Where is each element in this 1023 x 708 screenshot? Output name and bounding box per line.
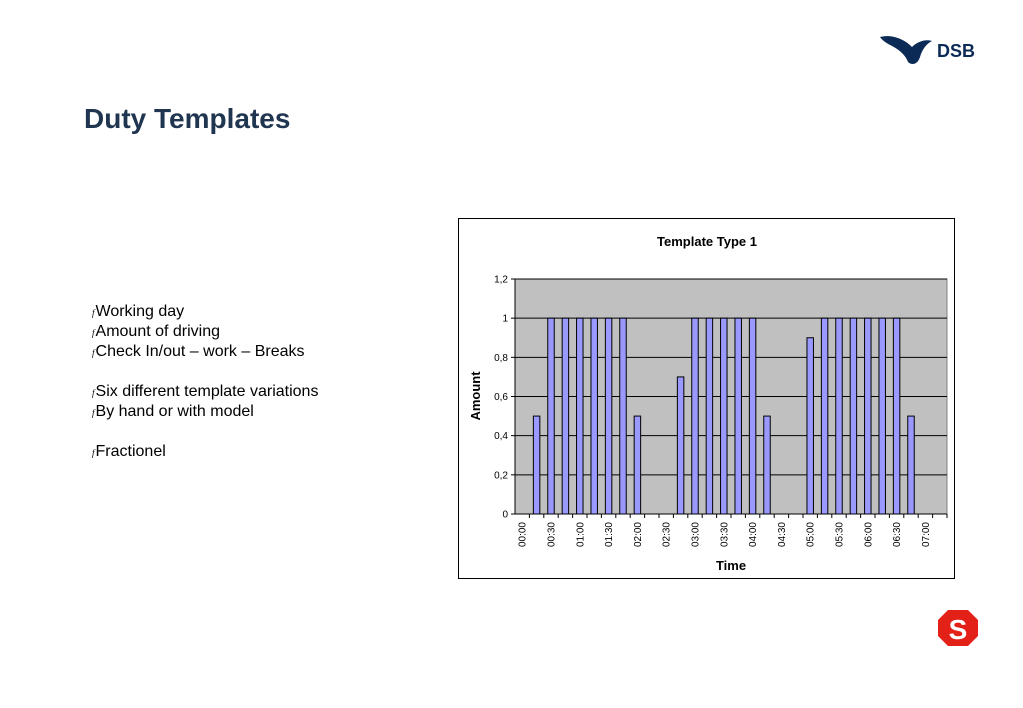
bullet-marker: f bbox=[92, 448, 95, 458]
dsb-wordmark: DSB bbox=[937, 41, 976, 61]
bullet-list bbox=[92, 302, 318, 462]
chart-title: Template Type 1 bbox=[657, 234, 757, 249]
x-tick-label: 06:30 bbox=[892, 522, 904, 548]
x-tick-label: 07:00 bbox=[920, 522, 932, 548]
bar bbox=[634, 416, 640, 514]
bullet-marker: f bbox=[92, 308, 95, 318]
bullet-item bbox=[92, 382, 318, 402]
page-title: Duty Templates bbox=[84, 103, 291, 134]
bar bbox=[692, 318, 698, 514]
y-tick-label: 0,4 bbox=[494, 431, 508, 443]
s-logo bbox=[936, 608, 980, 648]
x-tick-label: 01:00 bbox=[575, 522, 587, 548]
bullet-text: Working day bbox=[95, 303, 185, 320]
chart-frame bbox=[458, 218, 955, 579]
bullet-text: By hand or with model bbox=[95, 403, 254, 420]
y-tick-label: 1 bbox=[502, 313, 508, 325]
x-axis-label: Time bbox=[715, 558, 747, 573]
bar bbox=[836, 318, 842, 514]
x-tick-label: 03:00 bbox=[690, 522, 702, 548]
bar bbox=[764, 416, 770, 514]
bullet-text: Fractionel bbox=[95, 443, 166, 460]
bar bbox=[706, 318, 712, 514]
x-tick-label: 01:30 bbox=[604, 522, 616, 548]
bar bbox=[865, 318, 871, 514]
x-tick-label: 03:30 bbox=[719, 522, 731, 548]
bar bbox=[577, 318, 583, 514]
x-tick-label: 04:00 bbox=[748, 522, 760, 548]
bar bbox=[620, 318, 626, 514]
bar-chart bbox=[459, 219, 954, 578]
dsb-logo bbox=[876, 30, 986, 70]
bullet-item bbox=[92, 322, 318, 342]
bullet-marker: f bbox=[92, 408, 95, 418]
bar bbox=[908, 416, 914, 514]
x-tick-label: 00:00 bbox=[517, 522, 529, 548]
bullet-item bbox=[92, 442, 318, 462]
bar bbox=[721, 318, 727, 514]
bullet-spacer bbox=[92, 362, 318, 382]
y-tick-label: 0 bbox=[502, 509, 508, 521]
bullet-marker: f bbox=[92, 328, 95, 338]
bullet-item bbox=[92, 402, 318, 422]
x-tick-label: 06:00 bbox=[863, 522, 875, 548]
bar bbox=[533, 416, 539, 514]
x-tick-label: 04:30 bbox=[776, 522, 788, 548]
bullet-text: Six different template variations bbox=[95, 383, 319, 400]
bullet-text: Check In/out – work – Breaks bbox=[95, 343, 305, 360]
bar bbox=[591, 318, 597, 514]
bar bbox=[807, 338, 813, 514]
bar bbox=[821, 318, 827, 514]
y-tick-label: 0,6 bbox=[494, 392, 508, 403]
bar bbox=[893, 318, 899, 514]
y-tick-label: 0,8 bbox=[494, 352, 508, 364]
bullet-text: Amount of driving bbox=[95, 323, 221, 340]
bullet-spacer bbox=[92, 422, 318, 442]
x-tick-label: 02:00 bbox=[632, 522, 644, 548]
bar bbox=[677, 377, 683, 514]
bullet-item bbox=[92, 342, 318, 362]
y-tick-label: 0,2 bbox=[494, 470, 508, 482]
bullet-marker: f bbox=[92, 348, 95, 358]
bar bbox=[548, 318, 554, 514]
y-axis-label: Amount bbox=[468, 371, 483, 421]
x-tick-label: 05:30 bbox=[834, 522, 846, 548]
bar bbox=[850, 318, 856, 514]
dsb-wing-icon bbox=[880, 36, 932, 64]
x-tick-label: 02:30 bbox=[661, 522, 673, 548]
bar bbox=[562, 318, 568, 514]
bar bbox=[879, 318, 885, 514]
s-letter-icon: S bbox=[948, 614, 968, 645]
bar bbox=[735, 318, 741, 514]
bar bbox=[749, 318, 755, 514]
bullet-item bbox=[92, 302, 318, 322]
bullet-marker: f bbox=[92, 388, 95, 398]
y-tick-label: 1,2 bbox=[494, 274, 508, 286]
x-tick-label: 05:00 bbox=[805, 522, 817, 548]
bar bbox=[605, 318, 611, 514]
x-tick-label: 00:30 bbox=[546, 522, 558, 548]
